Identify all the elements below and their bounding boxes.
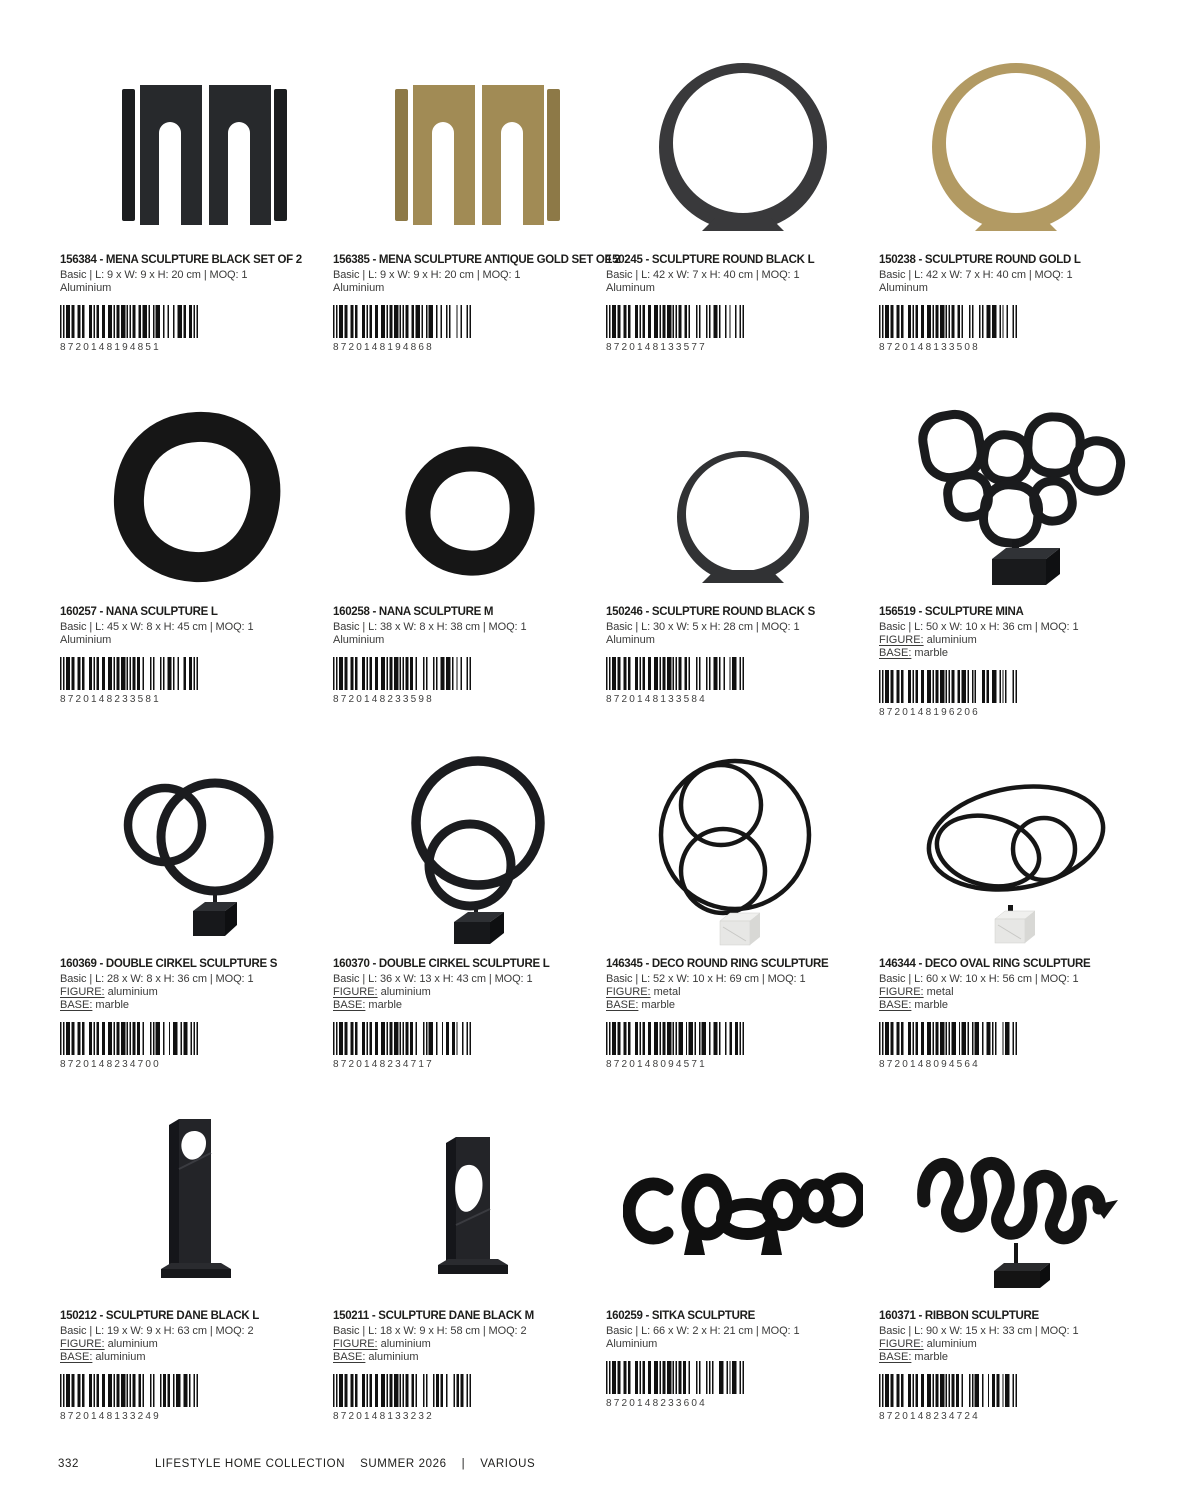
product-specs: Basic | L: 45 x W: 8 x H: 45 cm | MOQ: 1 [60, 621, 254, 633]
barcode [606, 305, 879, 338]
product-title: 150212 - SCULPTURE DANE BLACK L [60, 1310, 260, 1322]
material-line [60, 282, 333, 294]
material-value: marble [95, 999, 130, 1011]
footer-brand: LIFESTYLE HOME COLLECTION [155, 1458, 346, 1470]
ean-number: 8720148233604 [606, 1398, 707, 1409]
ean-number: 8720148133232 [333, 1411, 434, 1422]
footer-category: VARIOUS [480, 1458, 536, 1470]
product-card [606, 398, 879, 750]
product-specs: Basic | L: 18 x W: 9 x H: 58 cm | MOQ: 2 [333, 1325, 527, 1337]
product-specs: Basic | L: 38 x W: 8 x H: 38 cm | MOQ: 1 [333, 621, 527, 633]
product-title: 160369 - DOUBLE CIRKEL SCULPTURE S [60, 958, 278, 970]
barcode [879, 305, 1152, 338]
product-specs: Basic | L: 42 x W: 7 x H: 40 cm | MOQ: 1 [606, 269, 800, 281]
ean-number: 8720148234717 [333, 1059, 434, 1070]
material-label: BASE: [60, 999, 93, 1011]
product-image [60, 750, 333, 948]
material-label: BASE: [879, 999, 912, 1011]
material-line [606, 999, 879, 1011]
product-image [879, 750, 1152, 948]
material-line [606, 634, 879, 646]
product-image [879, 398, 1152, 596]
material-value: metal [653, 986, 681, 998]
barcode [606, 1361, 879, 1394]
product-image [60, 398, 333, 596]
material-value: aluminium [107, 1338, 158, 1350]
material-line [606, 282, 879, 294]
product-card [60, 398, 333, 750]
ean-number: 8720148133577 [606, 342, 707, 353]
material-line [333, 999, 606, 1011]
material-lines [333, 282, 606, 294]
material-lines [879, 1338, 1152, 1363]
product-image [60, 1102, 333, 1300]
material-label: FIGURE: [879, 1338, 924, 1350]
material-line [333, 986, 606, 998]
product-card [606, 46, 879, 398]
product-title: 160371 - RIBBON SCULPTURE [879, 1310, 1039, 1322]
product-specs: Basic | L: 9 x W: 9 x H: 20 cm | MOQ: 1 [60, 269, 248, 281]
material-label: FIGURE: [879, 986, 924, 998]
product-title: 160258 - NANA SCULPTURE M [333, 606, 494, 618]
material-line [60, 1351, 333, 1363]
product-image [606, 398, 879, 596]
product-specs: Basic | L: 30 x W: 5 x H: 28 cm | MOQ: 1 [606, 621, 800, 633]
material-value: aluminium [926, 634, 977, 646]
material-value: aluminium [926, 1338, 977, 1350]
material-line [60, 634, 333, 646]
product-image [333, 750, 606, 948]
product-image [333, 46, 606, 244]
material-value: aluminium [380, 986, 431, 998]
material-line [333, 634, 606, 646]
product-card [879, 750, 1152, 1102]
material-lines [606, 986, 879, 1011]
footer-text [155, 1458, 550, 1470]
material-lines [606, 634, 879, 646]
material-line [333, 282, 606, 294]
material-line [60, 1338, 333, 1350]
material-value: Aluminum [879, 282, 928, 294]
material-line [879, 634, 1152, 646]
page-footer [58, 1458, 550, 1470]
material-value: Aluminum [606, 282, 655, 294]
product-image [879, 1102, 1152, 1300]
barcode [606, 657, 879, 690]
material-value: Aluminum [606, 634, 655, 646]
product-title: 150246 - SCULPTURE ROUND BLACK S [606, 606, 815, 618]
barcode [879, 1022, 1152, 1055]
barcode [60, 305, 333, 338]
ean-number: 8720148194868 [333, 342, 434, 353]
barcode [60, 1374, 333, 1407]
ean-number: 8720148234724 [879, 1411, 980, 1422]
barcode [333, 657, 606, 690]
material-value: aluminium [107, 986, 158, 998]
product-title: 146344 - DECO OVAL RING SCULPTURE [879, 958, 1091, 970]
material-label: FIGURE: [333, 1338, 378, 1350]
product-image [606, 1102, 879, 1300]
ean-number: 8720148234700 [60, 1059, 161, 1070]
product-card [606, 750, 879, 1102]
barcode [879, 670, 1152, 703]
product-specs: Basic | L: 28 x W: 8 x H: 36 cm | MOQ: 1 [60, 973, 254, 985]
barcode [60, 657, 333, 690]
material-lines [333, 634, 606, 646]
material-value: Aluminium [333, 634, 385, 646]
ean-number: 8720148196206 [879, 707, 980, 718]
page-number: 332 [58, 1458, 79, 1470]
barcode [606, 1022, 879, 1055]
material-line [879, 647, 1152, 659]
material-label: FIGURE: [60, 1338, 105, 1350]
product-card [333, 398, 606, 750]
material-lines [879, 986, 1152, 1011]
material-line [333, 1351, 606, 1363]
product-card [879, 46, 1152, 398]
material-lines [60, 1338, 333, 1363]
material-value: Aluminium [60, 282, 112, 294]
material-line [879, 282, 1152, 294]
barcode [333, 305, 606, 338]
product-image [606, 46, 879, 244]
material-value: Aluminium [60, 634, 112, 646]
material-line [879, 1351, 1152, 1363]
material-lines [879, 282, 1152, 294]
material-lines [60, 986, 333, 1011]
material-lines [333, 1338, 606, 1363]
material-line [333, 1338, 606, 1350]
material-lines [606, 1338, 879, 1350]
material-value: marble [914, 647, 949, 659]
product-title: 146345 - DECO ROUND RING SCULPTURE [606, 958, 829, 970]
product-image [333, 1102, 606, 1300]
product-image [60, 46, 333, 244]
product-specs: Basic | L: 66 x W: 2 x H: 21 cm | MOQ: 1 [606, 1325, 800, 1337]
material-label: BASE: [333, 999, 366, 1011]
ean-number: 8720148133584 [606, 694, 707, 705]
material-label: BASE: [60, 1351, 93, 1363]
material-label: FIGURE: [333, 986, 378, 998]
material-value: aluminium [95, 1351, 146, 1363]
material-lines [60, 282, 333, 294]
material-label: FIGURE: [879, 634, 924, 646]
material-label: FIGURE: [606, 986, 651, 998]
ean-number: 8720148094564 [879, 1059, 980, 1070]
product-card [879, 398, 1152, 750]
product-specs: Basic | L: 42 x W: 7 x H: 40 cm | MOQ: 1 [879, 269, 1073, 281]
ean-number: 8720148094571 [606, 1059, 707, 1070]
material-line [60, 999, 333, 1011]
product-specs: Basic | L: 19 x W: 9 x H: 63 cm | MOQ: 2 [60, 1325, 254, 1337]
ean-number: 8720148233581 [60, 694, 161, 705]
product-specs: Basic | L: 60 x W: 10 x H: 56 cm | MOQ: 1 [879, 973, 1079, 985]
ean-number: 8720148133508 [879, 342, 980, 353]
material-lines [606, 282, 879, 294]
ean-number: 8720148233598 [333, 694, 434, 705]
product-image [606, 750, 879, 948]
product-grid [60, 0, 1178, 1454]
product-card [60, 46, 333, 398]
product-image [333, 398, 606, 596]
product-specs: Basic | L: 50 x W: 10 x H: 36 cm | MOQ: 1 [879, 621, 1079, 633]
material-label: BASE: [879, 1351, 912, 1363]
material-line [60, 986, 333, 998]
material-line [606, 1338, 879, 1350]
material-value: marble [368, 999, 403, 1011]
product-card [60, 750, 333, 1102]
material-line [879, 1338, 1152, 1350]
material-value: marble [641, 999, 676, 1011]
product-title: 156385 - MENA SCULPTURE ANTIQUE GOLD SET OF 2 [333, 254, 621, 266]
footer-separator: | [461, 1458, 466, 1470]
ean-number: 8720148194851 [60, 342, 161, 353]
product-title: 160259 - SITKA SCULPTURE [606, 1310, 755, 1322]
product-title: 160257 - NANA SCULPTURE L [60, 606, 218, 618]
barcode [333, 1022, 606, 1055]
product-title: 150245 - SCULPTURE ROUND BLACK L [606, 254, 815, 266]
product-card [60, 1102, 333, 1454]
product-card [879, 1102, 1152, 1454]
material-line [606, 986, 879, 998]
barcode [879, 1374, 1152, 1407]
barcode [333, 1374, 606, 1407]
material-value: aluminium [368, 1351, 419, 1363]
product-card [333, 1102, 606, 1454]
material-lines [879, 634, 1152, 659]
material-lines [60, 634, 333, 646]
material-value: marble [914, 1351, 949, 1363]
material-value: Aluminium [606, 1338, 658, 1350]
material-value: aluminium [380, 1338, 431, 1350]
product-specs: Basic | L: 52 x W: 10 x H: 69 cm | MOQ: 1 [606, 973, 806, 985]
material-line [879, 986, 1152, 998]
product-card [606, 1102, 879, 1454]
material-value: Aluminium [333, 282, 385, 294]
product-image [879, 46, 1152, 244]
material-label: BASE: [879, 647, 912, 659]
ean-number: 8720148133249 [60, 1411, 161, 1422]
product-specs: Basic | L: 90 x W: 15 x H: 33 cm | MOQ: 1 [879, 1325, 1079, 1337]
material-value: marble [914, 999, 949, 1011]
barcode [60, 1022, 333, 1055]
product-specs: Basic | L: 9 x W: 9 x H: 20 cm | MOQ: 1 [333, 269, 521, 281]
material-label: BASE: [333, 1351, 366, 1363]
material-label: BASE: [606, 999, 639, 1011]
product-card [333, 46, 621, 398]
product-title: 150211 - SCULPTURE DANE BLACK M [333, 1310, 534, 1322]
product-title: 156384 - MENA SCULPTURE BLACK SET OF 2 [60, 254, 302, 266]
material-lines [333, 986, 606, 1011]
product-card [333, 750, 606, 1102]
product-title: 156519 - SCULPTURE MINA [879, 606, 1024, 618]
product-title: 160370 - DOUBLE CIRKEL SCULPTURE L [333, 958, 550, 970]
product-title: 150238 - SCULPTURE ROUND GOLD L [879, 254, 1081, 266]
product-specs: Basic | L: 36 x W: 13 x H: 43 cm | MOQ: 1 [333, 973, 533, 985]
material-label: FIGURE: [60, 986, 105, 998]
material-value: metal [926, 986, 954, 998]
material-line [879, 999, 1152, 1011]
footer-season: SUMMER 2026 [360, 1458, 447, 1470]
